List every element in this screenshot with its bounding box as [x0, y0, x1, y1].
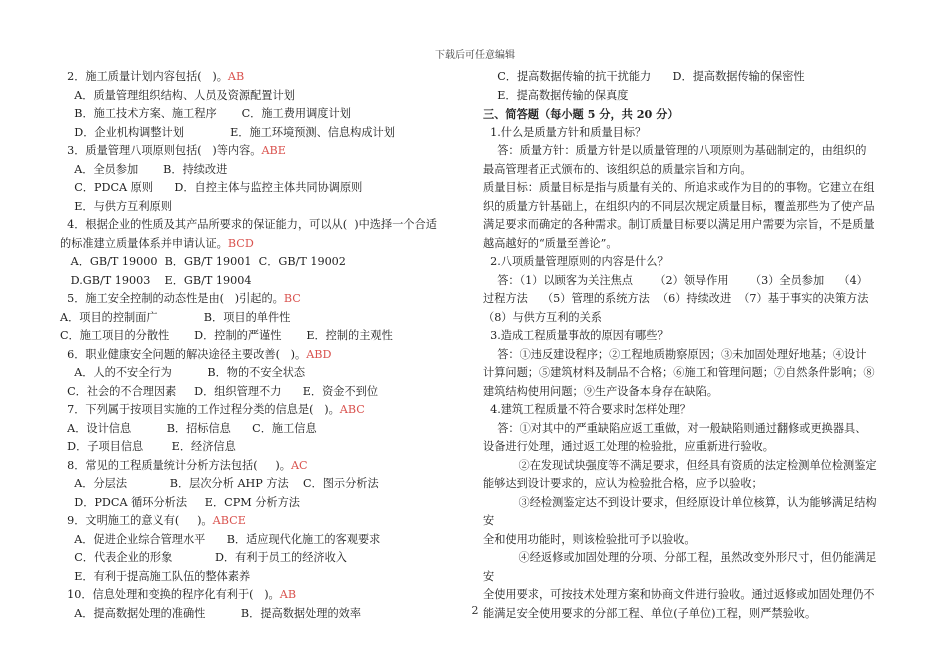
right-text: 建筑结构使用问题；⑨生产设备本身存在缺陷。: [483, 384, 718, 398]
left-line: [60, 124, 465, 143]
left-line: [60, 457, 465, 476]
right-text: 答：（1）以顾客为关注焦点 （2）领导作用 （3）全员参加 （4）: [483, 273, 868, 287]
left-text: A．促进企业综合管理水平 B．适应现代化施工的客观要求: [60, 532, 381, 546]
left-line: [60, 327, 465, 346]
answer-key: AC: [290, 458, 308, 472]
right-line: [483, 68, 901, 87]
answer-key: AB: [227, 70, 245, 83]
right-line: [483, 531, 901, 550]
right-line: [483, 253, 901, 272]
left-line: [60, 494, 465, 513]
left-line: [60, 105, 465, 124]
left-line: [60, 586, 465, 605]
left-line: [60, 475, 465, 494]
left-text: C．社会的不合理因素 D．组织管理不力 E．资金不到位: [60, 384, 379, 398]
left-text: A．项目的控制面广 B．项目的单件性: [60, 310, 291, 324]
left-text: D.GB/T 19003 E．GB/T 19004: [60, 273, 252, 287]
left-line: [60, 272, 465, 291]
right-text: 最高管理者正式颁布的、该组织总的质量宗旨和方向。: [483, 162, 752, 176]
left-line: [60, 235, 465, 254]
left-text: A．设计信息 B．招标信息 C．施工信息: [60, 421, 317, 435]
right-line: [483, 216, 901, 235]
right-text: 越高越好的“质量至善论”。: [483, 236, 618, 250]
left-line: [60, 68, 465, 87]
right-line: [483, 105, 901, 124]
right-text: 过程方法 （5）管理的系统方法 （6）持续改进 （7）基于事实的决策方法: [483, 292, 869, 305]
left-line: [60, 87, 465, 106]
page-header: 下载后可任意编辑: [435, 50, 515, 61]
left-text: A．全员参加 B．持续改进: [60, 162, 228, 176]
right-line: [483, 87, 901, 106]
right-line: [483, 494, 901, 513]
left-line: [60, 420, 465, 439]
right-line: [483, 198, 901, 217]
right-text: 计算问题；⑤建筑材料及制品不合格；⑥施工和管理问题；⑦自然条件影响；⑧: [483, 366, 875, 379]
left-text: D．子项目信息 E．经济信息: [60, 440, 236, 453]
right-line: [483, 161, 901, 180]
left-line: [60, 309, 465, 328]
left-text: D．PDCA 循环分析法 E．CPM 分析方法: [60, 495, 300, 509]
left-text: 4．根据企业的性质及其产品所要求的保证能力，可以从( )中选择一个合适: [60, 218, 437, 231]
left-line: [60, 253, 465, 272]
right-text: ④经返修或加固处理的分项、分部工程，虽然改变外形尺寸，但仍能满足: [483, 551, 877, 564]
left-text: A．分层法 B．层次分析 AHP 方法 C．图示分析法: [60, 477, 379, 490]
left-line: [60, 161, 465, 180]
right-text: 安: [483, 514, 495, 527]
left-line: [60, 438, 465, 457]
right-text: 3.造成工程质量事故的原因有哪些？: [483, 329, 669, 342]
right-line: [483, 290, 901, 309]
right-text: 4.建筑工程质量不符合要求时怎样处理？: [483, 403, 691, 416]
left-text: D．企业机构调整计划 E．施工环境预测、信息构成计划: [60, 125, 395, 139]
left-line: [60, 346, 465, 365]
right-line: [483, 235, 901, 254]
right-text: C．提高数据传输的抗干扰能力 D．提高数据传输的保密性: [483, 70, 805, 83]
right-line: [483, 383, 901, 402]
left-line: [60, 216, 465, 235]
left-line: [60, 383, 465, 402]
left-text: C．代表企业的形象 D．有利于员工的经济收入: [60, 551, 347, 564]
left-line: [60, 364, 465, 383]
left-text: 10．信息处理和变换的程序化有利于( )。: [60, 588, 280, 601]
right-text: 能满足安全使用要求的分部工程、单位(子单位)工程，则严禁验收。: [483, 606, 817, 620]
left-text: E．有利于提高施工队伍的整体素养: [60, 569, 251, 583]
right-line: [483, 512, 901, 531]
right-text: 三、简答题（每小题 5 分，共 20 分）: [483, 107, 679, 121]
page-number: 2: [471, 604, 479, 617]
left-text: A．人的不安全行为 B．物的不安全状态: [60, 366, 306, 379]
left-line: [60, 568, 465, 587]
left-text: 7．下列属于按项目实施的工作过程分类的信息是( )。: [60, 403, 340, 416]
right-text: 质量目标：质量目标是指与质量有关的、所追求或作为目的的事物。它建立在组: [483, 181, 875, 194]
answer-key: ABC: [339, 403, 365, 416]
right-line: [483, 549, 901, 568]
left-line: [60, 290, 465, 309]
left-line: [60, 531, 465, 550]
left-text: E．与供方互利原则: [60, 199, 172, 213]
right-text: 织的质量方针基础上，在组织内的不同层次规定质量目标，覆盖那些为了使产品: [483, 199, 875, 213]
right-line: [483, 568, 901, 587]
right-line: [483, 346, 901, 365]
right-line: [483, 309, 901, 328]
right-text: E．提高数据传输的保真度: [483, 88, 629, 102]
left-text: 的标准建立质量体系并申请认证。: [60, 236, 228, 250]
left-line: [60, 142, 465, 161]
right-line: [483, 364, 901, 383]
right-text: 答：①对其中的严重缺陷应返工重做，对一般缺陷则通过翻修或更换器具、: [483, 421, 867, 435]
right-text: 全和使用功能时，则该检验批可予以验收。: [483, 532, 696, 546]
right-text: ②在发现试块强度等不满足要求，但经具有资质的法定检测单位检测鉴定: [483, 458, 877, 472]
right-line: [483, 438, 901, 457]
left-text: 5．施工安全控制的动态性是由( )引起的。: [60, 292, 284, 305]
right-text: （8）与供方互利的关系: [483, 310, 602, 324]
left-text: 2．施工质量计划内容包括( )。: [60, 70, 228, 83]
right-line: [483, 142, 901, 161]
right-line: [483, 586, 901, 605]
answer-key: ABCE: [212, 514, 246, 527]
right-column: [483, 68, 901, 623]
left-text: C．施工项目的分散性 D．控制的严谨性 E．控制的主观性: [60, 329, 393, 342]
right-line: [483, 124, 901, 143]
right-text: ③经检测鉴定达不到设计要求，但经原设计单位核算，认为能够满足结构: [483, 495, 877, 509]
answer-key: AB: [279, 588, 297, 601]
right-text: 答：质量方针：质量方针是以质量管理的八项原则为基础制定的，由组织的: [483, 144, 867, 157]
right-line: [483, 457, 901, 476]
right-text: 安: [483, 569, 495, 583]
left-text: A．提高数据处理的准确性 B．提高数据处理的效率: [60, 606, 362, 620]
left-line: [60, 549, 465, 568]
left-text: 9．文明施工的意义有( )。: [60, 514, 213, 527]
answer-key: BCD: [227, 236, 254, 250]
left-text: A．质量管理组织结构、人员及资源配置计划: [60, 88, 295, 102]
right-line: [483, 420, 901, 439]
right-line: [483, 327, 901, 346]
right-text: 满足要求而确定的各种需求。制订质量目标要以满足用户需要为宗旨，不是质量: [483, 218, 875, 231]
right-line: [483, 401, 901, 420]
right-line: [483, 475, 901, 494]
left-column: [60, 68, 465, 623]
answer-key: BC: [283, 292, 301, 305]
left-text: 6．职业健康安全问题的解决途径主要改善( )。: [60, 347, 307, 361]
left-text: A．GB/T 19000 B．GB/T 19001 C．GB/T 19002: [60, 255, 346, 268]
right-text: 答：①违反建设程序；②工程地质勘察原因；③未加固处理好地基；④设计: [483, 347, 867, 361]
right-line: [483, 179, 901, 198]
left-line: [60, 512, 465, 531]
right-text: 设备进行处理，通过返工处理的检验批，应重新进行验收。: [483, 440, 774, 453]
left-text: C．PDCA 原则 D．自控主体与监控主体共同协调原则: [60, 181, 363, 194]
answer-key: ABE: [261, 144, 286, 157]
left-line: [60, 179, 465, 198]
left-line: [60, 401, 465, 420]
answer-key: ABD: [306, 347, 332, 361]
right-text: 2.八项质量管理原则的内容是什么？: [483, 255, 669, 268]
left-text: B．施工技术方案、施工程序 C．施工费用调度计划: [60, 107, 351, 120]
right-text: 1.什么是质量方针和质量目标？: [483, 125, 647, 139]
right-line: [483, 272, 901, 291]
left-text: 8．常见的工程质量统计分析方法包括( )。: [60, 458, 291, 472]
right-text: 全使用要求，可按技术处理方案和协商文件进行验收。通过返修或加固处理仍不: [483, 588, 875, 601]
right-text: 能够达到设计要求的，应认为检验批合格，应予以验收；: [483, 477, 763, 490]
left-line: [60, 198, 465, 217]
left-text: 3．质量管理八项原则包括( )等内容。: [60, 144, 262, 157]
